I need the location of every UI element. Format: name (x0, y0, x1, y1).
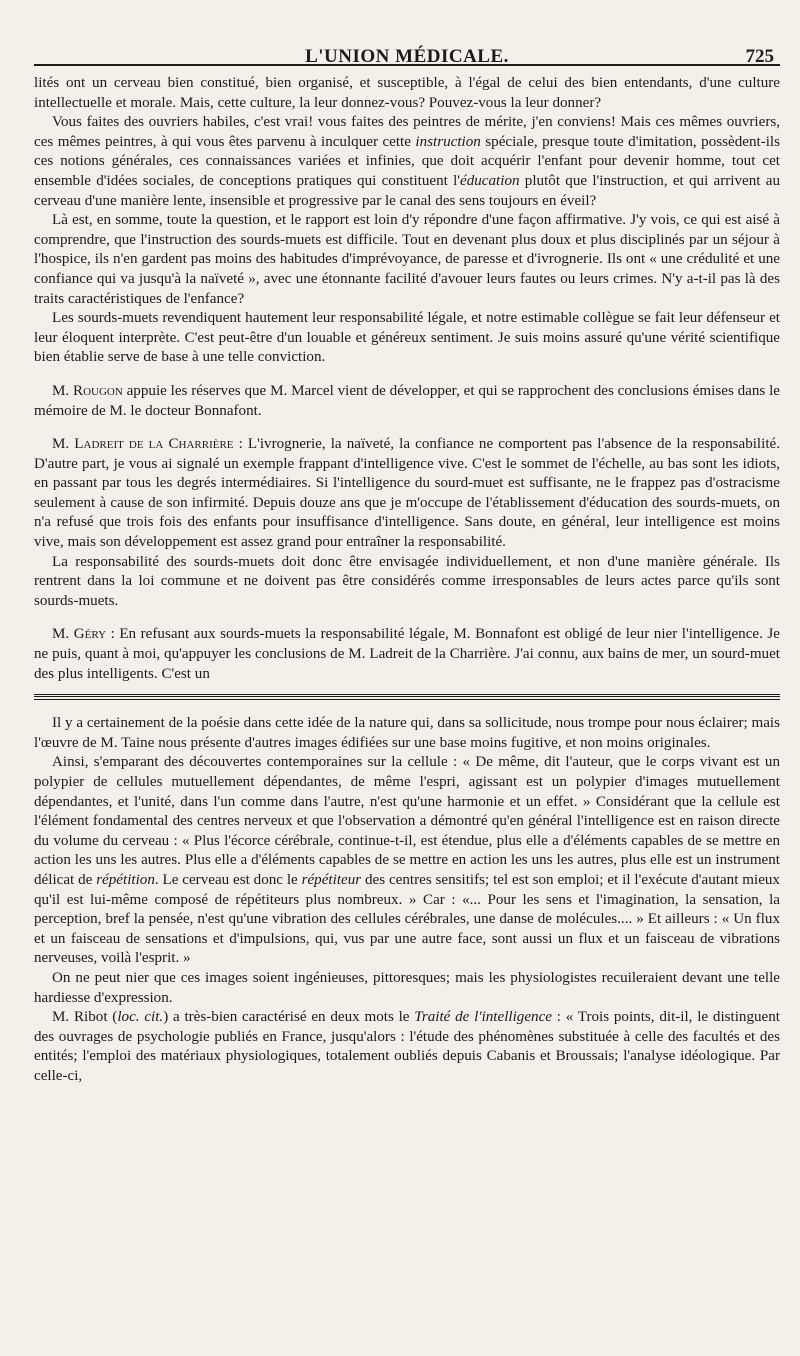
page-number: 725 (745, 46, 774, 67)
paragraph: Là est, en somme, toute la question, et le rapport est loin d'y répondre d'une façon affirmative. J'y vois, ce qui est aisé à comprendre, que l'instruction des sourds-muets est difficile. Tout en devenant plus doux et plus disciplinés par un séjour à l'hospice, ils n'en gardent pas moins des habitudes d'imprévoyance, de paresse et d'ivrognerie. Ils ont « une crédulité et une confiance qui va jusqu'à la naïveté », avec une étonnante facilité d'avouer leurs fautes ou leurs crimes. N'y a-t-il pas là des traits caractéristiques de l'enfance? (34, 212, 780, 307)
paragraph: lités ont un cerveau bien constitué, bien organisé, et susceptible, à l'égal de celui des bien entendants, d'une culture intellectuelle et morale. Mais, cette culture, la leur donnez-vous? Pouvez-vous la leur donner? (34, 75, 780, 111)
paragraph: Ainsi, s'emparant des découvertes contemporaines sur la cellule : « De même, dit l'auteur, que le corps vivant est un polypier de cellules mutuellement dépendantes, de même l'espri, agissant est un polypier d'images mutuellement dépendantes, et l'unité, dans l'un comme dans l'autre, n'est qu'une harmonie et un effet. » Considérant que la cellule est l'élément fondamental des centres nerveux et que l'observation a démontré qu'en général l'intelligence est en raison directe du volume du cerveau : « Plus l'écorce cérébrale, continue-t-il, est étendue, plus elle a d'éléments capables de se mettre en action les uns les autres. Plus elle a d'éléments capables de se mettre en action les uns les autres, plus elle est un instrument délicat de répétition. Le cerveau est donc le répétiteur des centres sensitifs; tel est son emploi; et il l'exécute d'autant mieux qu'il est lui-même composé de répétiteurs plus nombreux. » Car : «... Pour les sens et l'imagination, la sensation, la perception, bref la pensée, n'est qu'une vibration des cellules cérébrales, une danse de molécules.... » Et ailleurs : « Un flux et un faisceau de sensations et d'impulsions, qui, vus par une autre face, sont aussi un flux et un faisceau de vibrations nerveuses, voilà l'esprit. » (34, 754, 780, 967)
paragraph: Il y a certainement de la poésie dans cette idée de la nature qui, dans sa sollicitude, nous trompe pour nous éclairer; mais l'œuvre de M. Taine nous présente d'autres images édifiées sur une base moins fugitive, et non moins originales. (34, 715, 780, 751)
speaker-name: M. Ladreit de la Charrière : (52, 436, 243, 453)
paragraph: La responsabilité des sourds-muets doit donc être envisagée individuellement, et non d'une manière générale. Ils rentrent dans la loi commune et ne doivent pas être considérés comme irresponsables de leurs actes parce qu'ils sont sourds-muets. (34, 553, 780, 609)
running-title: L'UNION MÉDICALE. (305, 46, 509, 67)
speaker-name: M. Rougon (52, 382, 123, 399)
paragraph: Les sourds-muets revendiquent hautement leur responsabilité légale, et notre estimable collègue se fait leur défenseur et leur éloquent interprète. C'est peut-être d'un louable et généreux sentiment. Je suis moins assuré qu'une vérité scientifique bien établie serve de base à une telle conviction. (34, 310, 780, 366)
paragraph: On ne peut nier que ces images soient ingénieuses, pittoresques; mais les physiologistes recuileraient devant une telle hardiesse d'expression. (34, 969, 780, 1006)
page-header (34, 0, 780, 66)
paragraph-rougon: M. Rougon appuie les réserves que M. Marcel vient de développer, et qui se rapprochent des conclusions émises dans le mémoire de M. le docteur Bonnafont. (34, 382, 780, 419)
speaker-name: M. Géry : (52, 626, 115, 643)
proceedings-section (34, 66, 780, 684)
paragraph: M. Ribot (loc. cit.) a très-bien caractérisé en deux mots le Traité de l'intelligence : « Trois points, dit-il, le distinguent des ouvrages de psychologie publiés en France, jusqu'alors : l'étude des phénomènes substituée à celle des facultés et des entités; l'emploi des matériaux physiologiques, totalement oubliés depuis Cabanis et Broussais; l'analyse idéologique. Par celle-ci, (34, 1009, 780, 1084)
paragraph: Vous faites des ouvriers habiles, c'est vrai! vous faites des peintres de mérite, j'en conviens! Mais ces mêmes ouvriers, ces mêmes peintres, à qui vous êtes parvenu à inculquer cette instruction spéciale, presque toute d'imitation, possèdent-ils ces notions générales, ces connaissances variées et infinies, que doit acquérir l'enfant pour devenir homme, tout cet ensemble d'idées sociales, de conceptions pratiques qui constituent l'éducation plutôt que l'instruction, et qui arrivent au cerveau d'une manière lente, insensible et progressive par le canal des sens toujours en éveil? (34, 114, 780, 209)
paragraph-ladreit: M. Ladreit de la Charrière : L'ivrognerie, la naïveté, la confiance ne comportent pas l'absence de la responsabilité. D'autre part, je vous ai signalé un exemple frappant d'intelligence vive. C'est le sommet de l'échelle, au bas sont les idiots, en passant par tous les degrés intermédiaires. Si l'intelligence du sourd-muet est suffisante, ne le frappez pas d'ostracisme seulement à cause de son infirmité. Depuis douze ans que je m'occupe de l'établissement d'éducation des sourds-muets, on n'a refusé que trois fois des enfants pour insuffisance d'intelligence. Sans doute, en général, leur intelligence est moins vive, mais son développement est assez grand pour entraîner la responsabilité. (34, 436, 780, 551)
feuilleton-section (34, 700, 780, 1086)
paragraph-gery: M. Géry : En refusant aux sourds-muets la responsabilité légale, M. Bonnafont est obligé de leur nier l'intelligence. Je ne puis, quant à moi, qu'appuyer les conclusions de M. Ladreit de la Charrière. J'ai connu, aux bains de mer, un sourd-muet des plus intelligents. C'est un (34, 626, 780, 682)
